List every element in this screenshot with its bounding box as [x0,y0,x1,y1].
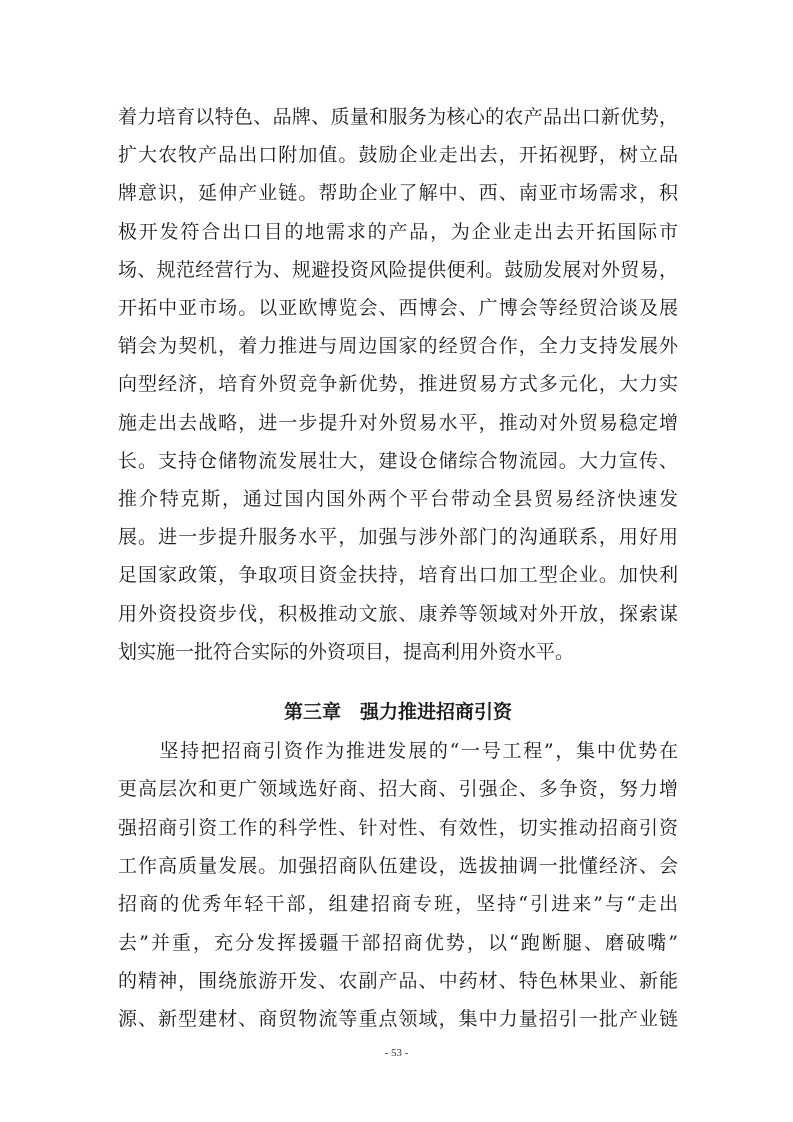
text-line: 源、新型建材、商贸物流等重点领域，集中力量招引一批产业链 [118,1008,678,1031]
text-line: 场、规范经营行为、规避投资风险提供便利。鼓励发展对外贸易， [118,258,678,281]
text-line: 扩大农牧产品出口附加值。鼓励企业走出去，开拓视野，树立品 [118,144,678,167]
text-line: 长。支持仓储物流发展壮大，建设仓储综合物流园。大力宣传、 [118,449,678,472]
text-line: 销会为契机，着力推进与周边国家的经贸合作，全力支持发展外 [118,335,678,358]
text-line: 足国家政策，争取项目资金扶持，培育出口加工型企业。加快利 [118,564,678,587]
text-line: 更高层次和更广领域选好商、招大商、引强企、多争资，努力增 [118,778,678,801]
text-line: 推介特克斯，通过国内国外两个平台带动全县贸易经济快速发 [118,488,678,510]
text-line: 强招商引资工作的科学性、针对性、有效性，切实推动招商引资 [118,816,678,839]
text-line: 着力培育以特色、品牌、质量和服务为核心的农产品出口新优势， [118,106,678,128]
text-line: 用外资投资步伐，积极推动文旅、康养等领域对外开放，探索谋 [118,602,678,625]
text-line: 工作高质量发展。加强招商队伍建设，选拔抽调一批懂经济、会 [118,854,678,877]
text-line: 向型经济，培育外贸竞争新优势，推进贸易方式多元化，大力实 [118,373,678,396]
text-line: 的精神，围绕旅游开发、农副产品、中药材、特色林果业、新能 [118,969,678,992]
text-line: 划实施一批符合实际的外资项目，提高利用外资水平。 [118,640,575,663]
chapter-heading: 第三章 强力推进招商引资 [283,701,512,723]
text-line: 去”并重，充分发挥援疆干部招商优势，以“跑断腿、磨破嘴” [118,931,678,954]
page-number: - 53 - [384,1047,409,1059]
text-line: 牌意识，延伸产业链。帮助企业了解中、西、南亚市场需求，积 [118,182,678,205]
text-line: 施走出去战略，进一步提升对外贸易水平，推动对外贸易稳定增 [118,411,678,434]
text-line: 极开发符合出口目的地需求的产品，为企业走出去开拓国际市 [118,220,678,243]
text-line: 招商的优秀年轻干部，组建招商专班，坚持“引进来”与“走出 [118,893,678,916]
text-line: 展。进一步提升服务水平，加强与涉外部门的沟通联系，用好用 [118,526,678,549]
text-line: 开拓中亚市场。以亚欧博览会、西博会、广博会等经贸洽谈及展 [118,297,678,319]
text-line: 坚持把招商引资作为推进发展的“一号工程”，集中优势在 [118,740,678,762]
